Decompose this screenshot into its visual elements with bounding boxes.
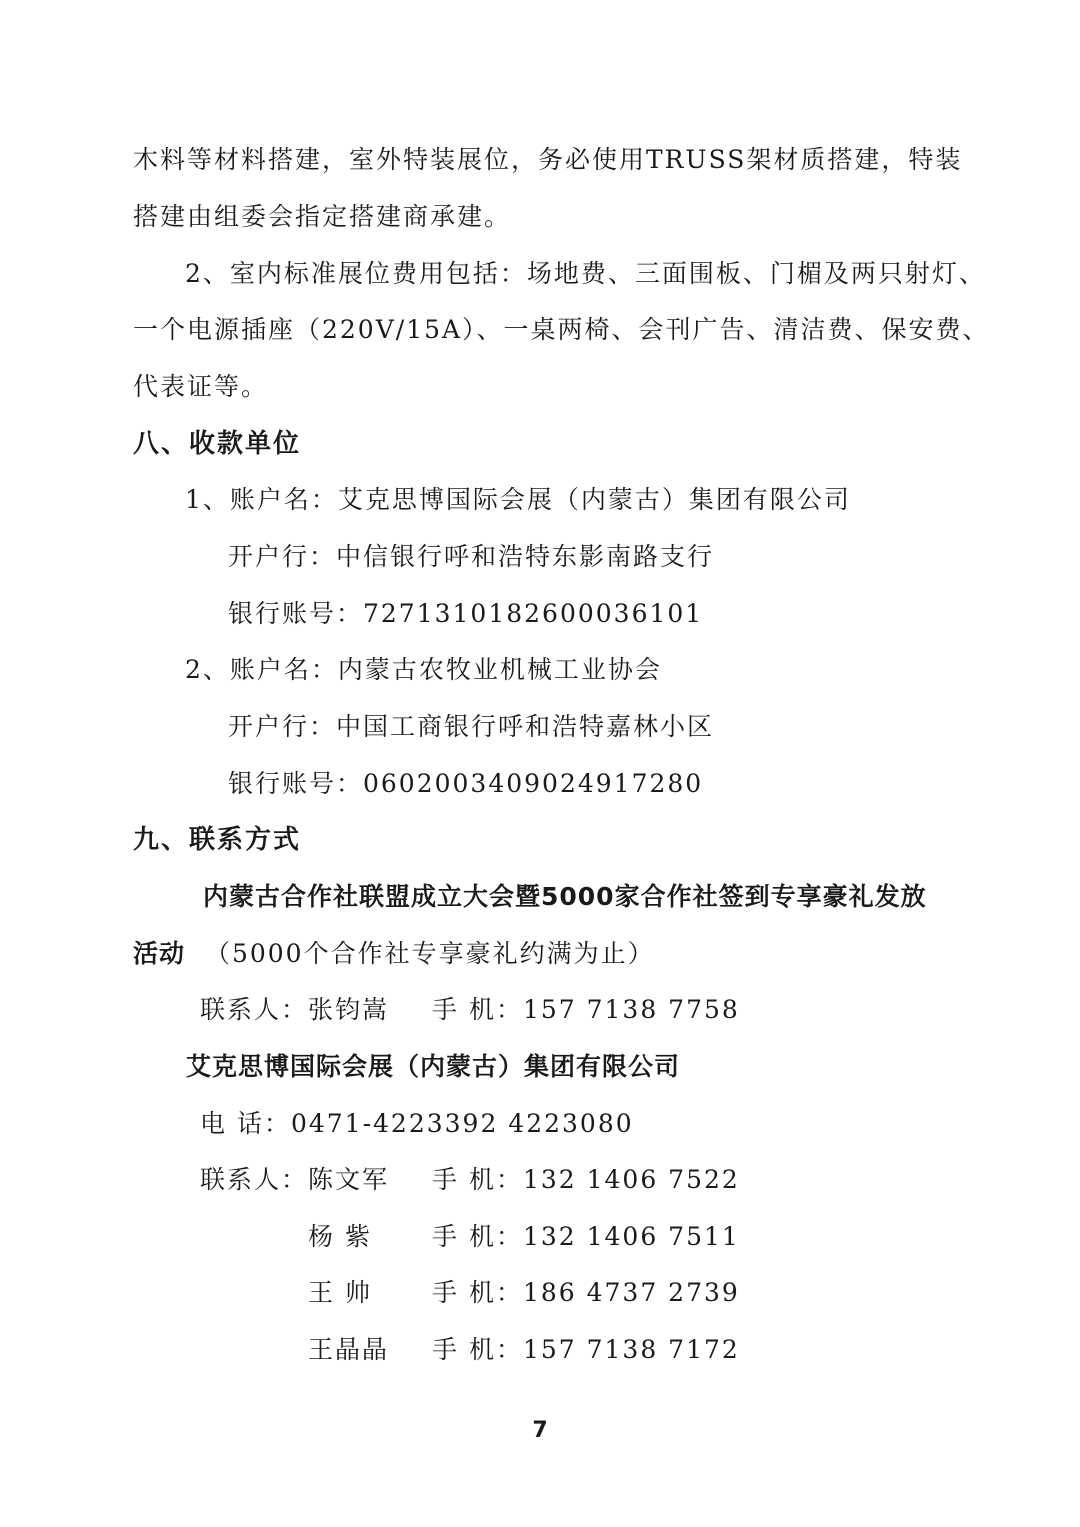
contact-name: 王 帅 bbox=[308, 1278, 372, 1307]
contact-mobile: 手 机：186 4737 2739 bbox=[432, 1278, 740, 1307]
contact-name: 王晶晶 bbox=[308, 1335, 390, 1364]
page-number: 7 bbox=[532, 1418, 548, 1443]
section-heading-contact: 九、联系方式 bbox=[133, 825, 302, 855]
paragraph-line: 一个电源插座（220V/15A）、一桌两椅、会刊广告、清洁费、保安费、 bbox=[133, 315, 990, 344]
paragraph-line: 搭建由组委会指定搭建商承建。 bbox=[133, 202, 512, 231]
event-title-bold: 活动 bbox=[133, 939, 186, 968]
contact-mobile: 手 机：132 1406 7511 bbox=[432, 1222, 740, 1251]
account1-bank: 开户行：中信银行呼和浩特东影南路支行 bbox=[228, 542, 715, 571]
account2-number: 银行账号：0602003409024917280 bbox=[228, 769, 704, 798]
account2-bank: 开户行：中国工商银行呼和浩特嘉林小区 bbox=[228, 712, 715, 741]
event-note: （5000个合作社专享豪礼约满为止） bbox=[204, 939, 655, 968]
section-heading-payee: 八、收款单位 bbox=[133, 429, 302, 459]
contact-mobile: 手 机：132 1406 7522 bbox=[432, 1165, 740, 1194]
event-contact-mobile: 手 机：157 7138 7758 bbox=[432, 995, 740, 1024]
event-contact-name: 联系人：张钧嵩 bbox=[200, 995, 390, 1024]
event-title-line1: 内蒙古合作社联盟成立大会暨5000家合作社签到专享豪礼发放 bbox=[203, 882, 927, 911]
company-phone: 电 话：0471-4223392 4223080 bbox=[200, 1109, 634, 1138]
paragraph-line: 代表证等。 bbox=[133, 372, 269, 401]
account2-name: 2、账户名：内蒙古农牧业机械工业协会 bbox=[185, 655, 662, 684]
account1-number: 银行账号：7271310182600036101 bbox=[228, 599, 704, 628]
contact-name: 杨 紫 bbox=[308, 1222, 372, 1251]
contact-mobile: 手 机：157 7138 7172 bbox=[432, 1335, 740, 1364]
event-title-line2 bbox=[133, 937, 655, 971]
paragraph-line: 木料等材料搭建，室外特装展位，务必使用TRUSS架材质搭建，特装 bbox=[133, 145, 963, 174]
paragraph-line: 2、室内标准展位费用包括：场地费、三面围板、门楣及两只射灯、 bbox=[185, 259, 986, 288]
contact-name: 联系人：陈文军 bbox=[200, 1165, 390, 1194]
account1-name: 1、账户名：艾克思博国际会展（内蒙古）集团有限公司 bbox=[185, 485, 851, 514]
company-name: 艾克思博国际会展（内蒙古）集团有限公司 bbox=[186, 1052, 681, 1081]
